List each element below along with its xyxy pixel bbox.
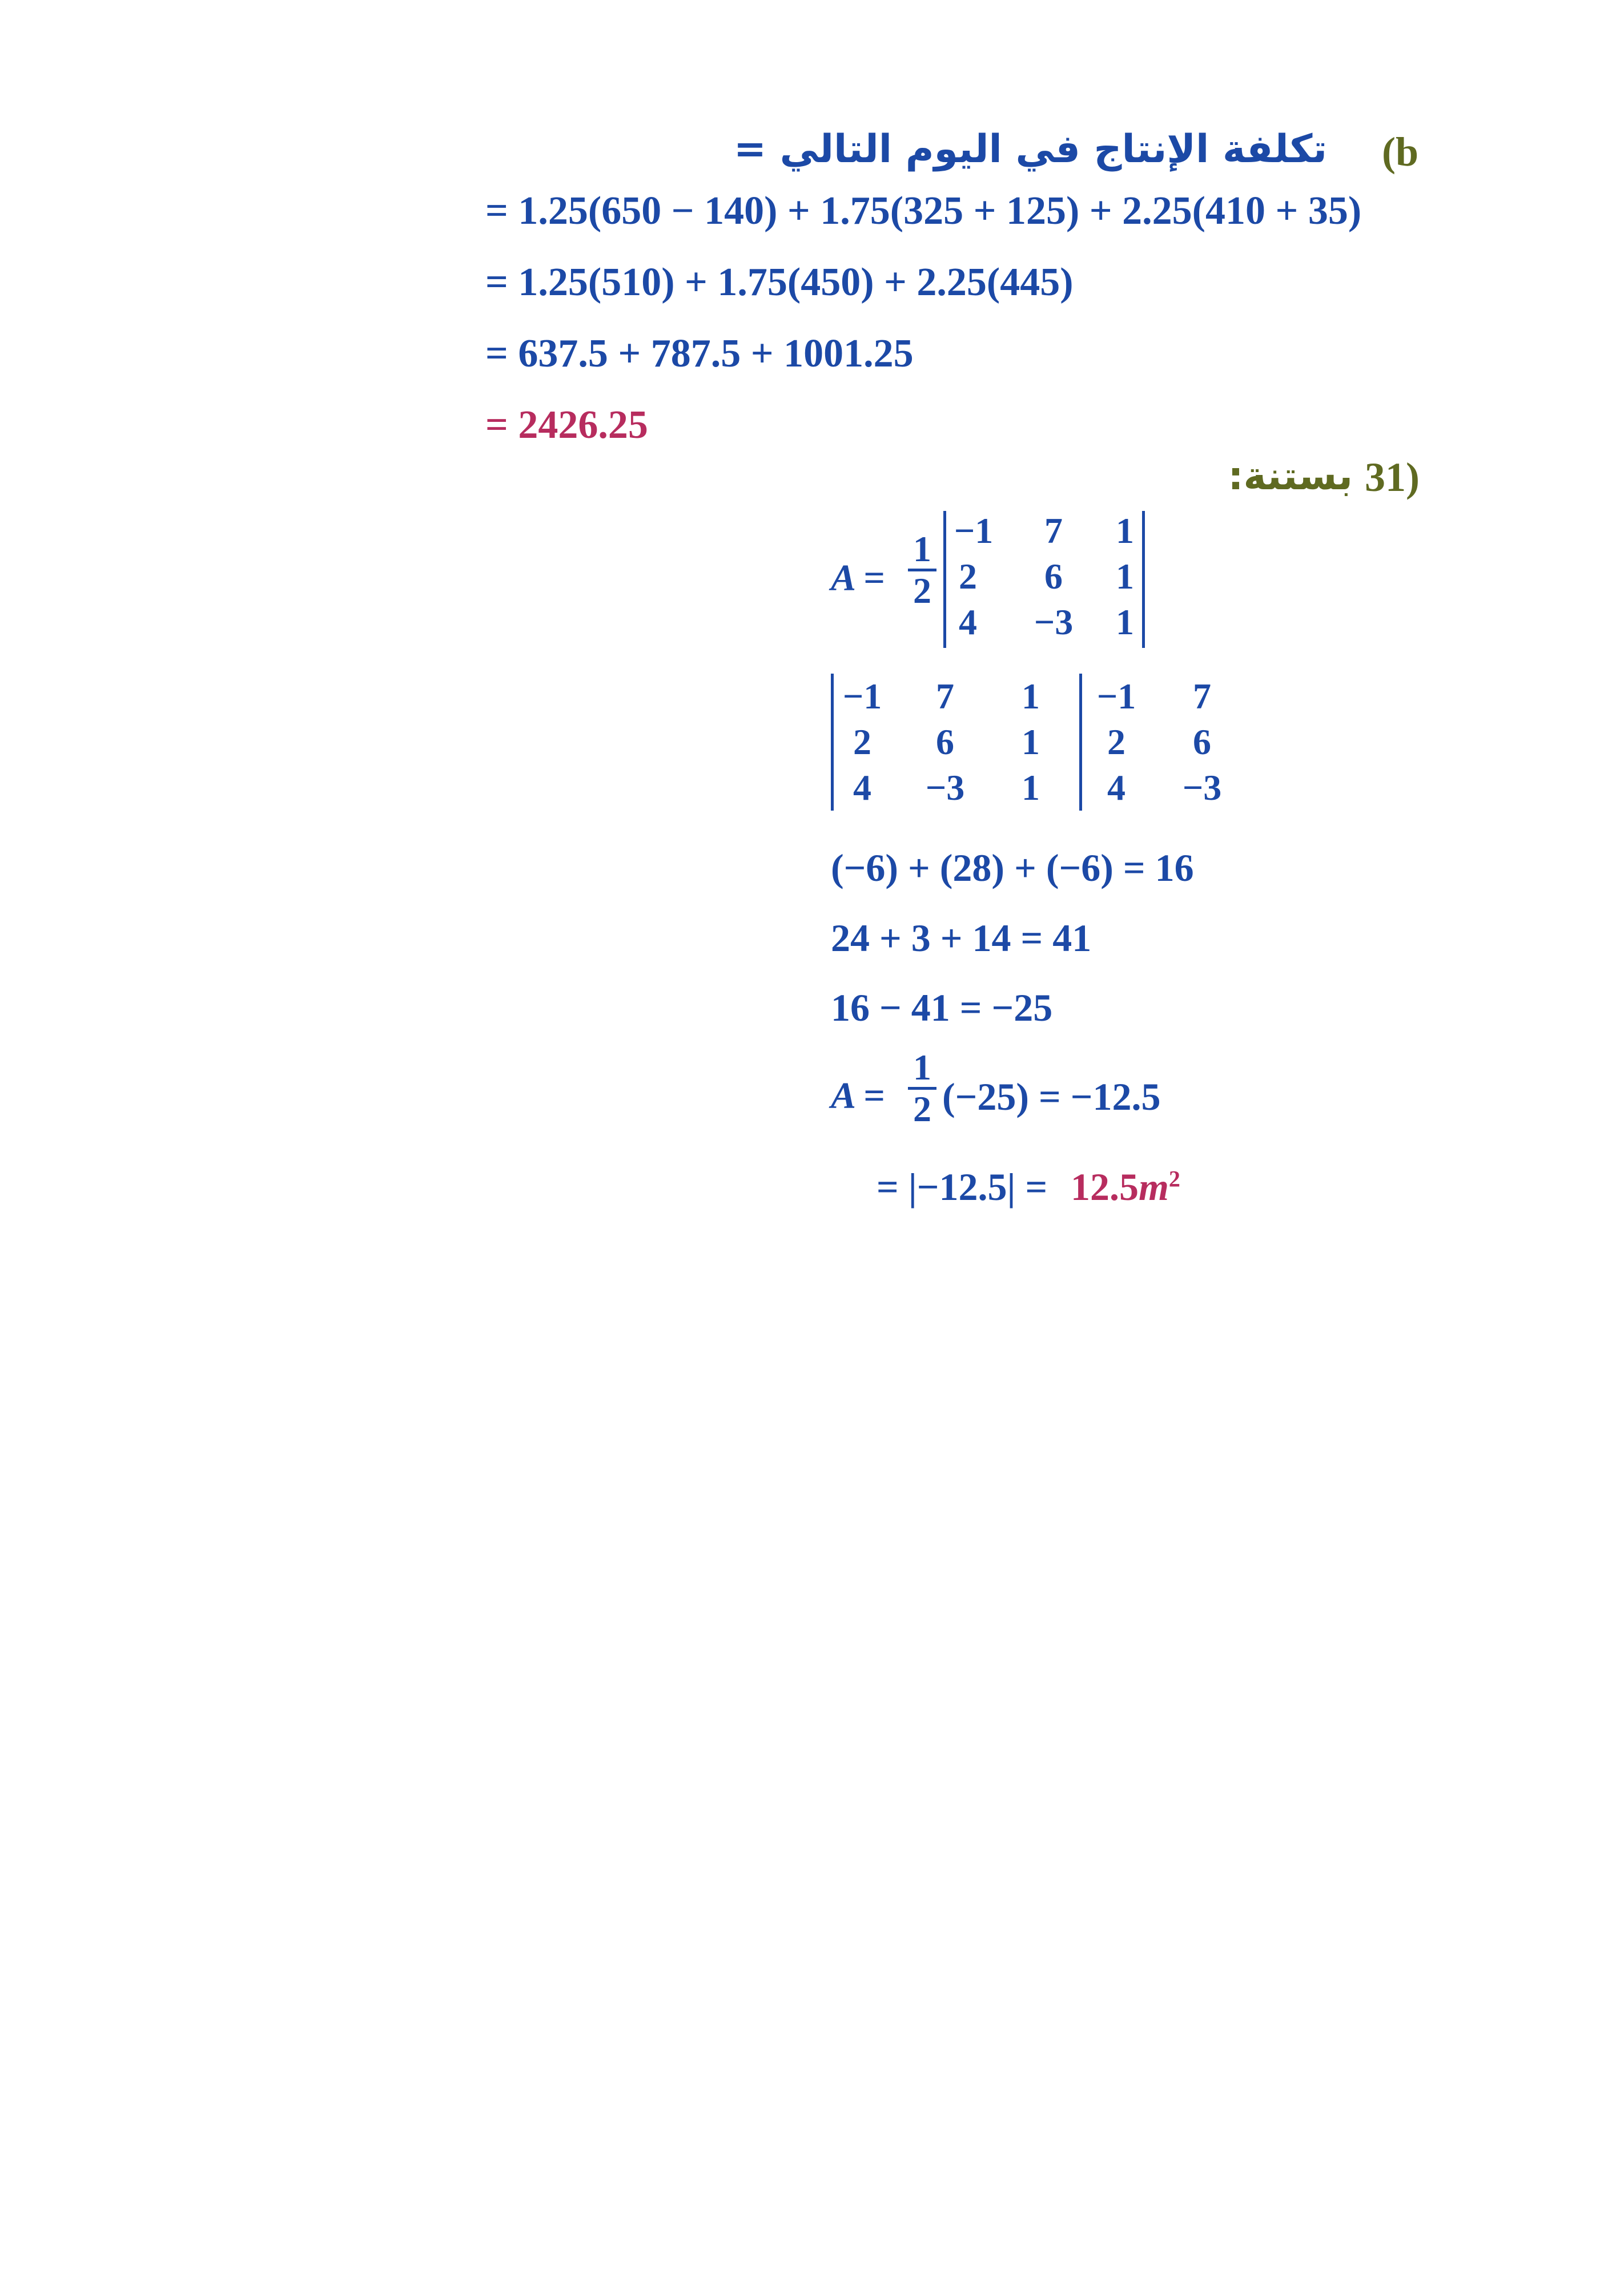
ext-cell: 2 bbox=[853, 722, 871, 762]
final-answer bbox=[1071, 1165, 1180, 1210]
ext-left-bar bbox=[831, 674, 834, 811]
ext-mid-bar bbox=[1079, 674, 1082, 811]
ext-cell: 4 bbox=[853, 767, 871, 808]
part-b-title: تكلفة الإنتاج في اليوم التالي = bbox=[734, 127, 1327, 172]
ext-cell: −3 bbox=[1182, 767, 1222, 808]
ext-cell: 6 bbox=[936, 722, 954, 762]
q31-line-1: (−6) + (28) + (−6) = 16 bbox=[831, 846, 1194, 889]
final-half-num: 1 bbox=[913, 1047, 931, 1087]
final-half-fraction bbox=[908, 1049, 936, 1127]
ext-cell: 4 bbox=[1107, 767, 1125, 808]
ext-cell: 1 bbox=[1022, 676, 1040, 716]
part-b-line-1: = 1.25(650 − 140) + 1.75(325 + 125) + 2.25(410 + 35) bbox=[485, 189, 1362, 233]
q31-line-2: 24 + 3 + 14 = 41 bbox=[831, 916, 1092, 960]
answer-exponent: 2 bbox=[1168, 1166, 1180, 1192]
half-num: 1 bbox=[913, 529, 931, 569]
q31-title: بستنة: bbox=[1228, 454, 1353, 499]
m-cell: −1 bbox=[954, 510, 994, 551]
ext-cell: −3 bbox=[925, 767, 965, 808]
half-den: 2 bbox=[913, 570, 931, 611]
part-b-line-3: = 637.5 + 787.5 + 1001.25 bbox=[485, 332, 914, 376]
ext-cell: −1 bbox=[1096, 676, 1136, 716]
m-cell: −3 bbox=[1034, 602, 1074, 642]
area-lhs: A = bbox=[831, 557, 885, 599]
part-b-result: = 2426.25 bbox=[485, 403, 648, 447]
q31-line-3: 16 − 41 = −25 bbox=[831, 986, 1053, 1029]
ext-cell: 1 bbox=[1022, 722, 1040, 762]
part-b-line-2: = 1.25(510) + 1.75(450) + 2.25(445) bbox=[485, 260, 1074, 304]
final-half-den: 2 bbox=[913, 1089, 931, 1129]
m-cell: 7 bbox=[1044, 510, 1063, 551]
q31-number: 31) bbox=[1365, 454, 1420, 500]
m-cell: 1 bbox=[1116, 602, 1134, 642]
part-b-label: (b bbox=[1382, 129, 1419, 175]
ext-cell: 7 bbox=[936, 676, 954, 716]
answer-unit: m bbox=[1139, 1165, 1169, 1209]
m-cell: 1 bbox=[1116, 510, 1134, 551]
m-cell: 4 bbox=[959, 602, 977, 642]
final-area-lhs: A = bbox=[831, 1075, 885, 1117]
ext-cell: −1 bbox=[842, 676, 882, 716]
answer-value: 12.5 bbox=[1071, 1165, 1139, 1209]
ext-cell: 7 bbox=[1193, 676, 1211, 716]
m-cell: 2 bbox=[959, 556, 977, 597]
m-cell: 6 bbox=[1044, 556, 1063, 597]
ext-cell: 1 bbox=[1022, 767, 1040, 808]
ext-cell: 2 bbox=[1107, 722, 1125, 762]
half-fraction bbox=[908, 531, 936, 609]
ext-cell: 6 bbox=[1193, 722, 1211, 762]
final-area-rhs: (−25) = −12.5 bbox=[942, 1075, 1161, 1118]
m-cell: 1 bbox=[1116, 556, 1134, 597]
abs-value-line: = |−12.5| = bbox=[877, 1165, 1048, 1209]
